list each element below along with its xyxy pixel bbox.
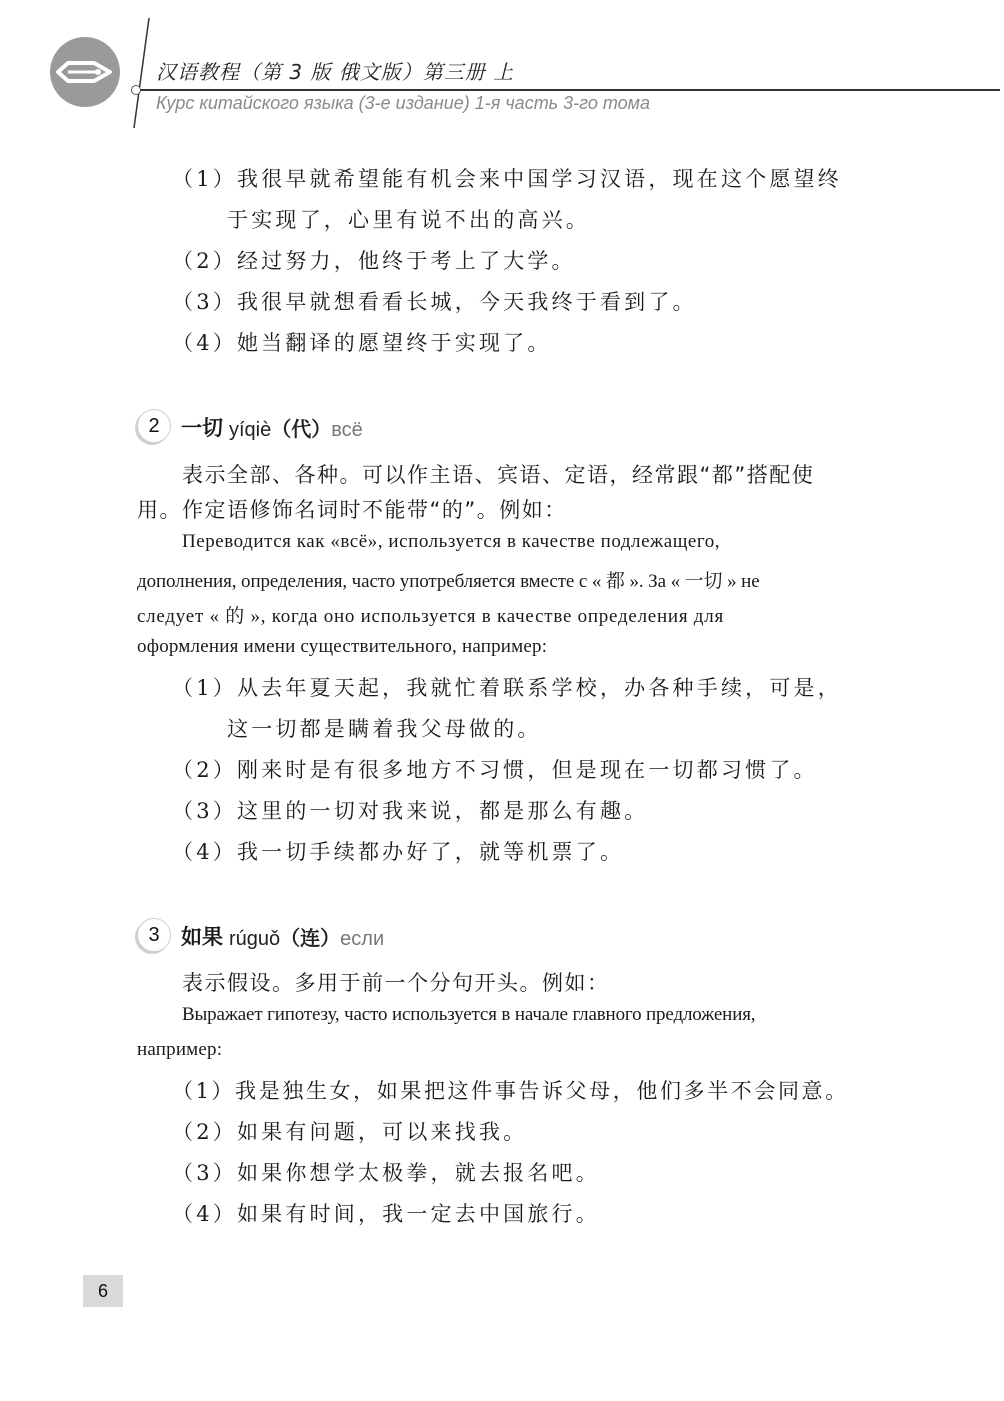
section-2-example-2: （2）刚来时是有很多地方不习惯，但是现在一切都习惯了。 <box>172 758 818 782</box>
translation: всё <box>331 419 363 441</box>
section-3-ru-explanation-1: Выражает гипотезу, часто используется в начале главного предложения, <box>182 1004 756 1025</box>
part-of-speech: （连） <box>280 928 341 950</box>
section-2-ru-explanation-3: следует « 的 », когда оно используется в качестве определения для <box>137 606 724 627</box>
header-divider-slash <box>132 18 152 128</box>
section-2-ru-explanation-4: оформления имени существительного, например: <box>137 636 548 657</box>
header-rule-dot <box>131 85 141 95</box>
section-2-ru-explanation-2: дополнения, определения, часто употребляется вместе с « 都 ». За « 一切 » не <box>137 571 760 592</box>
section-3-example-1: （1）我是独生女，如果把这件事告诉父母，他们多半不会同意。 <box>172 1079 849 1103</box>
logo-disc <box>50 37 120 107</box>
intro-example-1b: 于实现了，心里有说不出的高兴。 <box>227 208 590 232</box>
section-word-info <box>229 922 384 951</box>
book-title-cn: 汉语教程（第 3 版 俄文版）第三册 上 <box>156 60 515 84</box>
section-2-cn-explanation-2: 用。作定语修饰名词时不能带“的”。例如： <box>137 498 567 522</box>
section-number-badge: 2 <box>137 409 171 443</box>
part-of-speech: （代） <box>271 419 332 441</box>
section-2-example-4: （4）我一切手续都办好了，就等机票了。 <box>172 840 625 864</box>
page-number: 6 <box>83 1275 123 1307</box>
pinyin: rúguǒ <box>229 928 281 950</box>
translation: если <box>340 928 385 950</box>
section-word: 如果 <box>181 925 223 949</box>
section-2-example-3: （3）这里的一切对我来说，都是那么有趣。 <box>172 799 649 823</box>
pinyin: yíqiè <box>229 419 272 441</box>
section-3-example-3: （3）如果你想学太极拳，就去报名吧。 <box>172 1161 600 1185</box>
intro-example-4: （4）她当翻译的愿望终于实现了。 <box>172 331 552 355</box>
book-title-ru: Курс китайского языка (3-е издание) 1-я часть 3-го тома <box>156 93 650 113</box>
section-word-info <box>229 413 363 442</box>
pen-nib-icon <box>50 37 120 107</box>
section-number-badge: 3 <box>137 918 171 952</box>
intro-example-2: （2）经过努力，他终于考上了大学。 <box>172 249 576 273</box>
section-3-example-4: （4）如果有时间，我一定去中国旅行。 <box>172 1202 600 1226</box>
section-3-cn-explanation-1: 表示假设。多用于前一个分句开头。例如： <box>182 971 610 995</box>
intro-example-3: （3）我很早就想看看长城，今天我终于看到了。 <box>172 290 697 314</box>
section-2-cn-explanation-1: 表示全部、各种。可以作主语、宾语、定语，经常跟“都”搭配使 <box>182 463 815 487</box>
section-3-ru-explanation-2: например: <box>137 1039 223 1060</box>
section-3-example-2: （2）如果有问题，可以来找我。 <box>172 1120 528 1144</box>
section-2-example-1b: 这一切都是瞒着我父母做的。 <box>227 717 542 741</box>
section-2-example-1a: （1）从去年夏天起，我就忙着联系学校，办各种手续，可是， <box>172 676 842 700</box>
intro-example-1a: （1）我很早就希望能有机会来中国学习汉语，现在这个愿望终 <box>172 167 842 191</box>
section-2-ru-explanation-1: Переводится как «всё», используется в качестве подлежащего, <box>182 531 721 552</box>
section-word: 一切 <box>181 416 223 440</box>
header-rule <box>138 89 1000 91</box>
